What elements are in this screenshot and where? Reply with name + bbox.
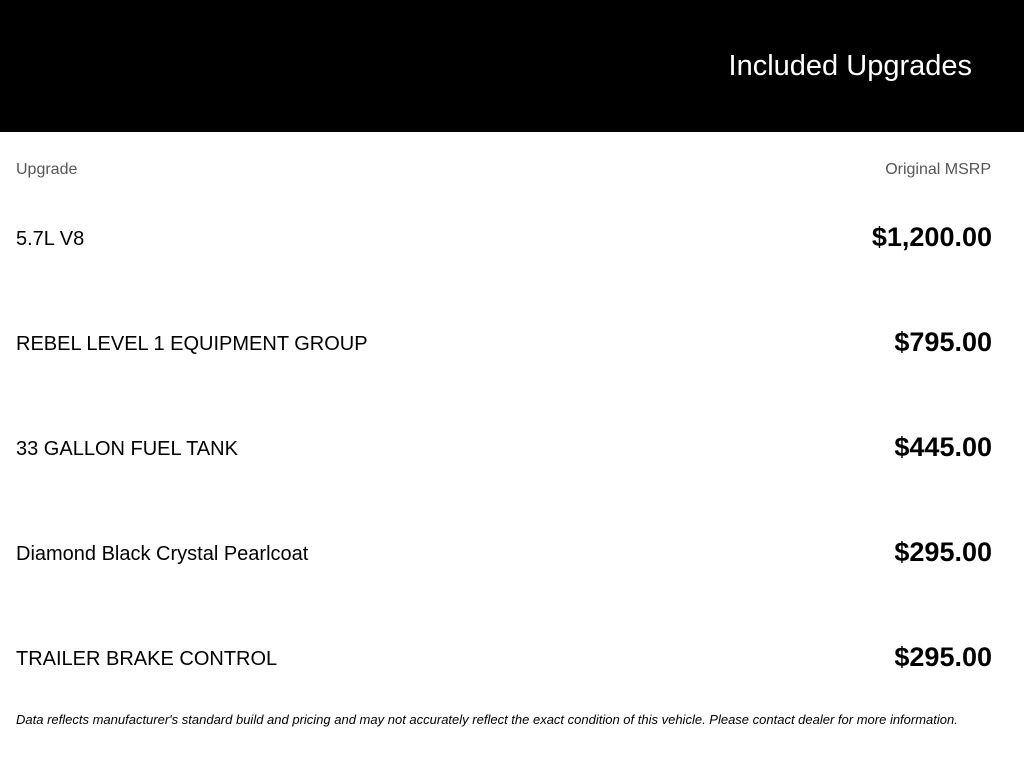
column-header-msrp: Original MSRP bbox=[885, 161, 991, 178]
upgrade-name: 5.7L V8 bbox=[16, 228, 85, 250]
upgrade-price: $795.00 bbox=[894, 327, 992, 357]
list-item bbox=[16, 605, 992, 710]
upgrade-price: $445.00 bbox=[894, 432, 992, 462]
upgrade-name: Diamond Black Crystal Pearlcoat bbox=[16, 543, 309, 565]
upgrade-price: $1,200.00 bbox=[871, 222, 992, 252]
header-banner bbox=[0, 0, 1024, 132]
upgrade-list bbox=[16, 185, 992, 710]
column-headers bbox=[16, 160, 991, 180]
disclaimer-text: Data reflects manufacturer's standard build and pricing and may not accurately reflect the exact condition of this vehicle. Please contact dealer for more information. bbox=[16, 712, 958, 727]
list-item bbox=[16, 395, 992, 500]
list-item bbox=[16, 290, 992, 395]
upgrade-price: $295.00 bbox=[894, 537, 992, 567]
list-item bbox=[16, 185, 992, 290]
upgrade-price: $295.00 bbox=[894, 642, 992, 672]
upgrade-name: TRAILER BRAKE CONTROL bbox=[16, 648, 278, 670]
upgrade-name: REBEL LEVEL 1 EQUIPMENT GROUP bbox=[16, 333, 368, 355]
column-header-upgrade: Upgrade bbox=[16, 161, 78, 178]
page-title: Included Upgrades bbox=[728, 50, 972, 82]
list-item bbox=[16, 500, 992, 605]
upgrade-name: 33 GALLON FUEL TANK bbox=[16, 438, 238, 460]
